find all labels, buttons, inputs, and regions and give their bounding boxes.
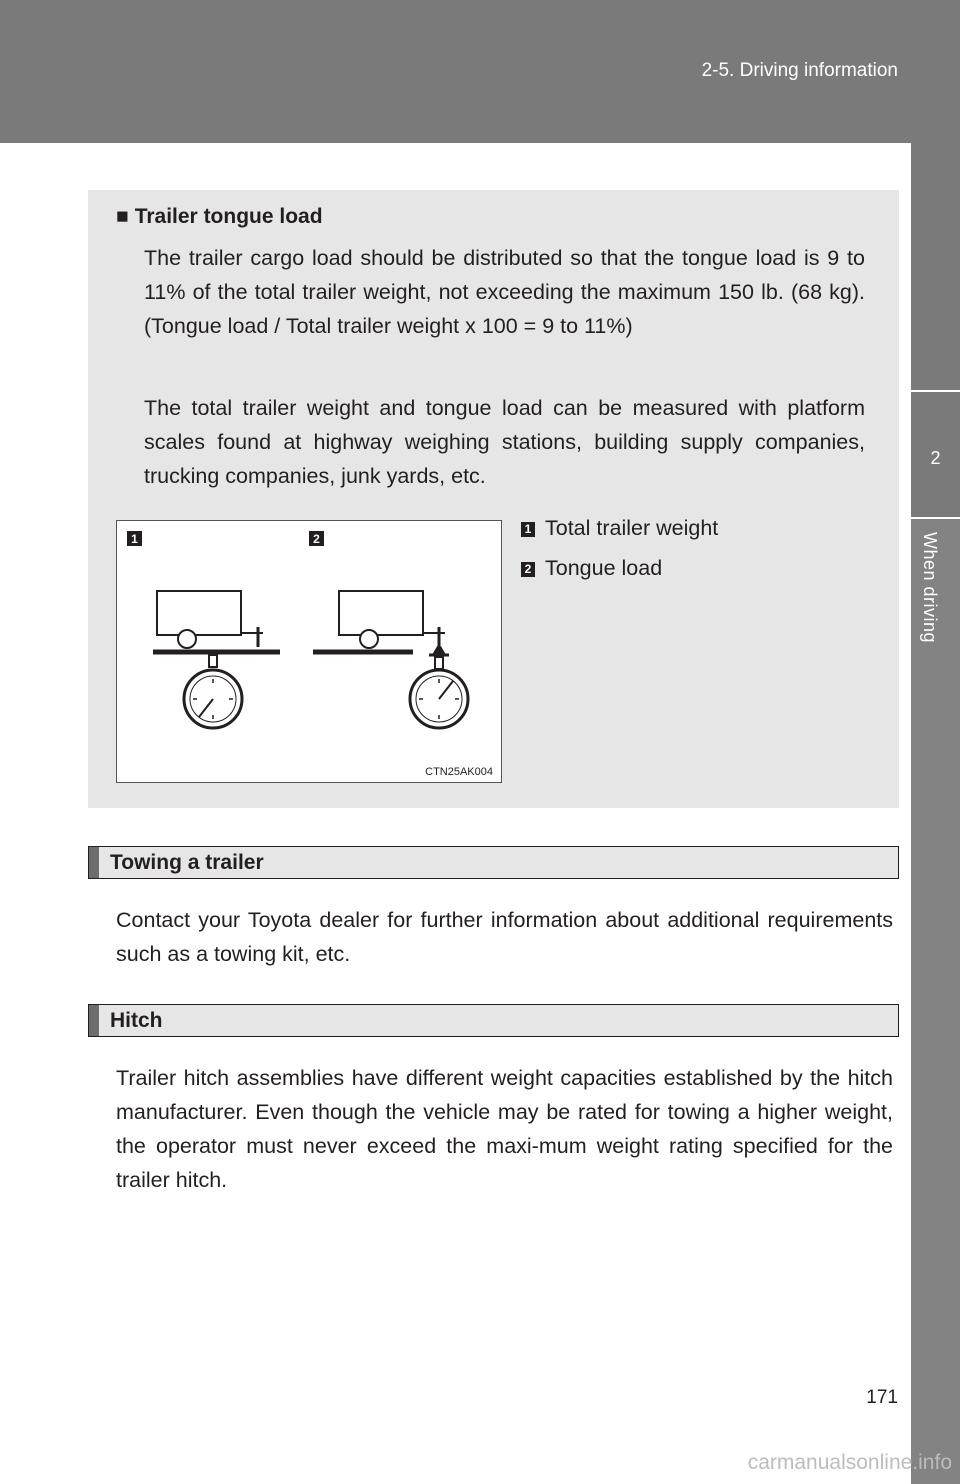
chapter-number: 2: [930, 448, 941, 468]
page-header: [0, 0, 960, 143]
side-tab-top: [911, 143, 960, 390]
legend-text-2: Tongue load: [545, 556, 663, 580]
figure-label-2: 2: [313, 532, 320, 546]
figure-code: CTN25AK004: [425, 766, 493, 778]
figure-label-1: 1: [131, 532, 138, 546]
section-heading-towing: [88, 846, 899, 879]
info-box-heading: [116, 205, 323, 229]
section-title-hitch: Hitch: [110, 1009, 163, 1032]
page-number: 171: [866, 1387, 898, 1408]
section-heading-hitch: [88, 1004, 899, 1037]
info-box-title: Trailer tongue load: [134, 205, 323, 228]
square-bullet-icon: ■: [116, 205, 129, 228]
legend-item-1: [521, 516, 718, 541]
trailer-weight-illustration: [116, 520, 502, 783]
legend-text-1: Total trailer weight: [545, 516, 719, 540]
section-title: 2-5. Driving information: [701, 60, 898, 81]
chapter-name: When driving: [920, 532, 940, 644]
towing-paragraph: Contact your Toyota dealer for further information about additional requirements such as a towing kit, etc.: [116, 908, 893, 966]
tongue-load-paragraph: The trailer cargo load should be distributed so that the tongue load is 9 to 11% of the total trailer weight, not exceeding the maximum 150 lb. (68 kg). (Tongue load / Total trailer weight x 100 = 9 to 11%): [144, 246, 865, 338]
side-tab-bottom: [911, 519, 960, 1484]
section-title-towing: Towing a trailer: [110, 851, 264, 874]
watermark: carmanualsonline.info: [747, 1451, 952, 1474]
heading-accent: [89, 1005, 99, 1036]
heading-accent: [89, 847, 99, 878]
legend-item-2: [521, 556, 662, 581]
scales-paragraph: The total trailer weight and tongue load can be measured with platform scales found at highway weighing stations, building supply companies, trucking companies, junk yards, etc.: [144, 396, 865, 488]
scale-diagram: [117, 521, 501, 782]
legend-badge-2: 2: [521, 562, 535, 577]
trailer-on-full-scale: [153, 591, 280, 728]
legend-badge-1: 1: [521, 522, 535, 537]
hitch-paragraph: Trailer hitch assemblies have different weight capacities established by the hitch manufacturer. Even though the vehicle may be rated for towing a higher weight, the operator must never exceed the maxi-mum weight rating specified for the trailer hitch.: [116, 1066, 893, 1192]
trailer-tongue-on-scale: [313, 591, 468, 728]
